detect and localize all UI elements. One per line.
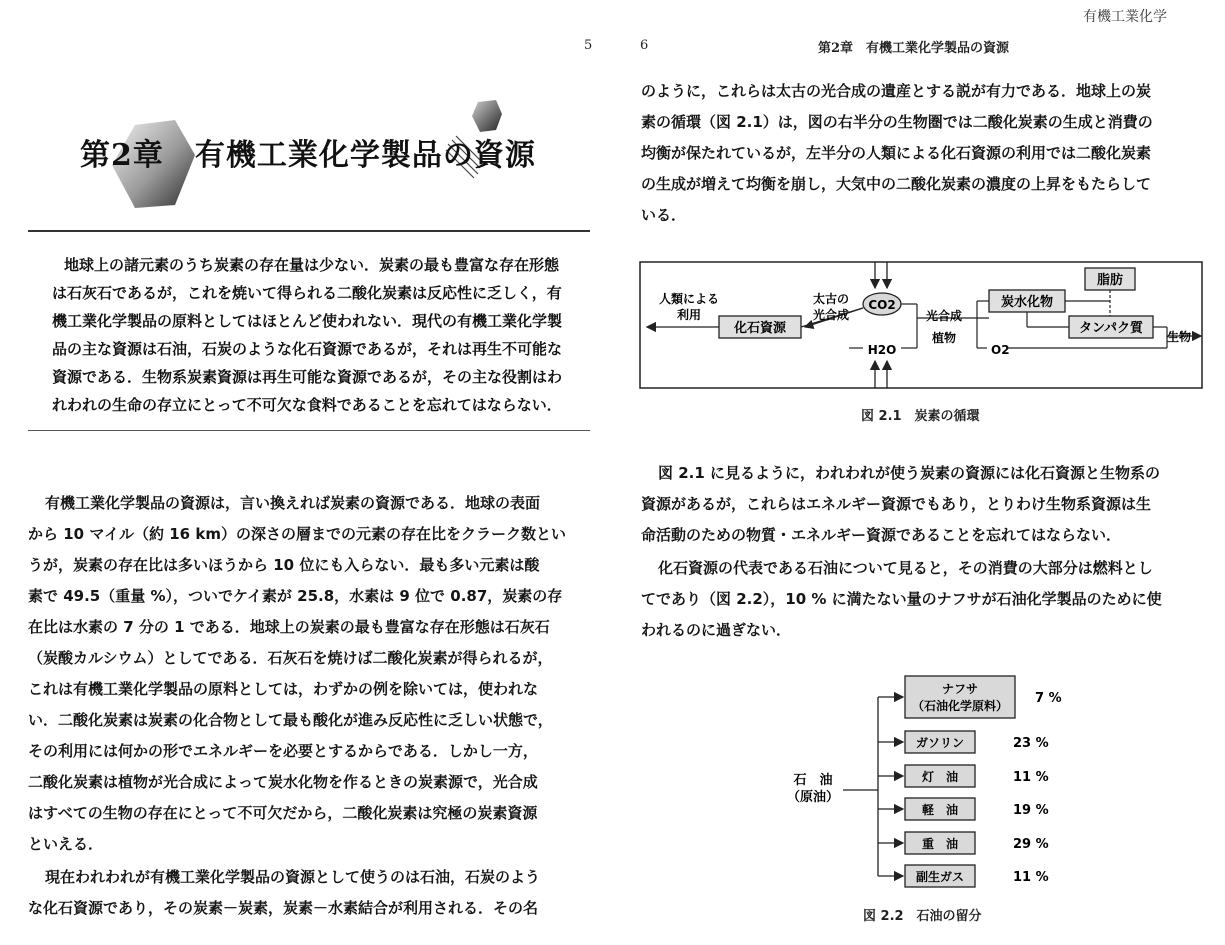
body-line: （炭酸カルシウム）としてである．石灰石を焼けば二酸化炭素が得られるが， [28, 649, 553, 667]
body-line: 均衡が保たれているが，左半分の人類による化石資源の利用では二酸化炭素 [641, 144, 1152, 162]
fraction-pct: 11 % [1013, 770, 1049, 785]
source-label-2: （原油） [786, 790, 840, 805]
body-line: その利用には何かの形でエネルギーを必要とするからである．しかし一方， [28, 742, 538, 760]
small-hexagon-icon [472, 100, 502, 132]
body-line: 現在われわれが有機工業化学製品の資源として使うのは石油，石炭のよう [45, 868, 541, 886]
page-number-right: 6 [640, 38, 649, 53]
body-line: から 10 マイル（約 16 km）の深さの層までの元素の存在比をクラーク数とい [28, 525, 566, 543]
protein-label: タンパク質 [1078, 321, 1144, 336]
body-line: 化石資源の代表である石油について見ると，その消費の大部分は燃料とし [658, 559, 1153, 577]
running-head: 第2章 有機工業化学製品の資源 [818, 41, 1010, 56]
body-line: 二酸化炭素は植物が光合成によって炭水化物を作るときの炭素源で，光合成 [28, 773, 538, 791]
body-line: 命活動のための物質・エネルギー資源であることを忘れてはならない． [641, 526, 1122, 544]
summary-line: 品の主な資源は石油，石炭のような化石資源であるが，それは再生不可能な [52, 340, 563, 358]
body-line: といえる． [28, 835, 104, 853]
human-use-label-1: 人類による [658, 292, 720, 306]
organism-label: 生物 [1166, 330, 1192, 344]
body-line: はすべての生物の存在にとって不可欠だから，二酸化炭素は究極の炭素資源 [28, 804, 538, 822]
body-line: 素で 49.5（重量 %），ついでケイ素が 25.8，水素は 9 位で 0.87，炭素の存 [28, 587, 563, 605]
fraction-pct: 11 % [1013, 870, 1049, 885]
summary-line: れわれの生命の存立にとって不可欠な食料であることを忘れてはならない． [52, 396, 562, 414]
o2-label: O2 [991, 343, 1010, 357]
fraction-label: 副生ガス [915, 870, 965, 884]
body-line: これは有機工業化学製品の原料としては，わずかの例を除いては，使われな [28, 680, 539, 698]
fraction-pct: 7 % [1035, 691, 1062, 706]
right-page [613, 0, 1225, 945]
fraction-label: 軽 油 [921, 803, 959, 817]
body-line: われるのに過ぎない． [641, 621, 792, 639]
summary-top-rule [28, 230, 590, 232]
ancient-label-2: 光合成 [812, 308, 850, 322]
carb-label: 炭水化物 [1000, 295, 1054, 310]
fraction-label: ガソリン [915, 736, 965, 750]
summary-line: 機工業化学製品の原料としてはほとんど使われない．現代の有機工業化学製 [52, 312, 563, 330]
fraction-label: 重 油 [921, 837, 959, 851]
body-line: 有機工業化学製品の資源は，言い換えれば炭素の資源である．地球の表面 [45, 494, 541, 512]
fraction-pct: 29 % [1013, 837, 1049, 852]
body-line: い．二酸化炭素は炭素の化合物として最も酸化が進み反応性に乏しい状態で， [28, 711, 553, 729]
figure2-caption: 図 2.2 石油の留分 [863, 909, 982, 924]
source-label-1: 石 油 [793, 773, 833, 788]
body-line: うが，炭素の存在比は多いほうから 10 位にも入らない．最も多い元素は酸 [28, 556, 540, 574]
summary-line: は石灰石であるが，これを焼いて得られる二酸化炭素は反応性に乏しく，有 [52, 284, 562, 302]
carbon-cycle-diagram [639, 258, 1205, 392]
summary-bottom-rule [28, 430, 590, 431]
fraction-pct: 23 % [1013, 736, 1049, 751]
fraction-pct: 19 % [1013, 803, 1049, 818]
chapter-title: 第2章 有機工業化学製品の資源 [80, 138, 536, 173]
fossil-label: 化石資源 [733, 321, 787, 336]
fat-label: 脂肪 [1096, 273, 1124, 288]
h2o-label: H2O [867, 343, 897, 357]
page-number-left: 5 [584, 38, 593, 53]
body-line: てであり（図 2.2），10 % に満たない量のナフサが石油化学製品のために使 [641, 590, 1162, 608]
body-line: いる． [641, 206, 687, 224]
figure1-caption: 図 2.1 炭素の循環 [861, 409, 980, 424]
fraction-label: 灯 油 [921, 770, 959, 784]
summary-line: 地球上の諸元素のうち炭素の存在量は少ない．炭素の最も豊富な存在形態 [64, 256, 560, 274]
photo-label-2: 植物 [931, 331, 957, 345]
petroleum-fraction-diagram [783, 670, 1083, 895]
photo-label-1: 光合成 [925, 309, 963, 323]
summary-line: 資源である．生物系炭素資源は再生可能な資源であるが，その主な役割はわ [52, 368, 563, 386]
body-line: のように，これらは太古の光合成の遺産とする説が有力である．地球上の炭 [641, 82, 1152, 100]
body-line: 素の循環（図 2.1）は，図の右半分の生物圏では二酸化炭素の生成と消費の [641, 113, 1153, 131]
fraction-label: （石油化学原料） [911, 699, 1009, 713]
body-line: 在比は水素の 7 分の 1 である．地球上の炭素の最も豊富な存在形態は石灰石 [28, 618, 550, 636]
human-use-label-2: 利用 [676, 308, 702, 322]
body-line: 資源があるが，これらはエネルギー資源でもあり，とりわけ生物系資源は生 [641, 495, 1152, 513]
body-line: の生成が増えて均衡を崩し，大気中の二酸化炭素の濃度の上昇をもたらして [641, 175, 1152, 193]
ancient-label-1: 太古の [812, 292, 850, 306]
body-line: 図 2.1 に見るように，われわれが使う炭素の資源には化石資源と生物系の [658, 464, 1161, 482]
left-page [0, 0, 612, 945]
body-line: な化石資源であり，その炭素－炭素，炭素－水素結合が利用される．その名 [28, 899, 539, 917]
running-title: 有機工業化学 [1083, 9, 1167, 25]
co2-label: CO2 [868, 298, 896, 312]
fraction-label: ナフサ [941, 682, 979, 696]
